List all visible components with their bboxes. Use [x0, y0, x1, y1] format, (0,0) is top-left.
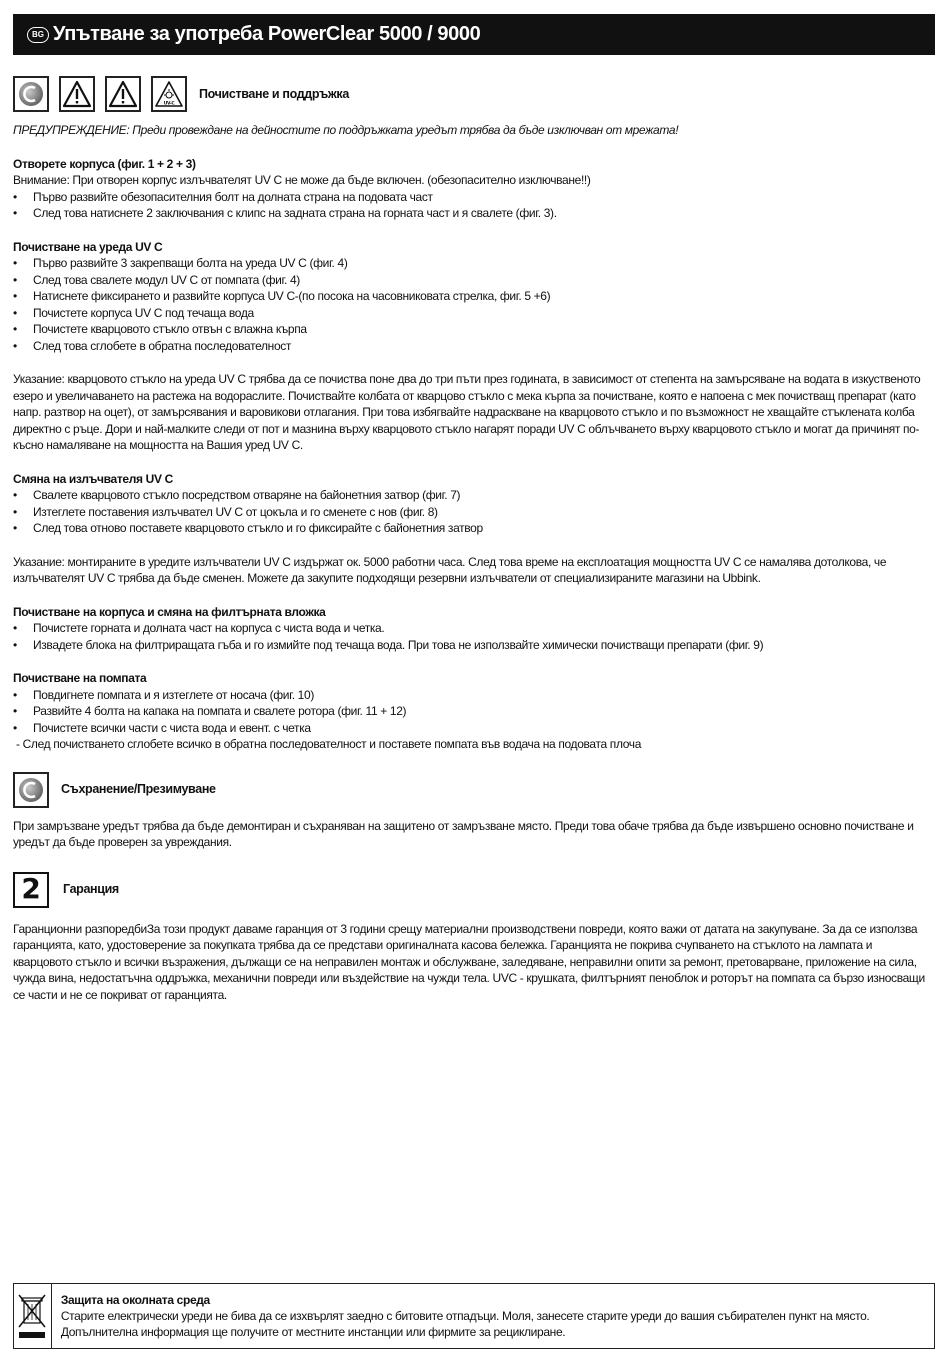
clean-pump-list [13, 687, 933, 737]
environment-text-block [52, 1284, 934, 1348]
section-clean-uvc [13, 239, 933, 355]
lamp-note: Указание: монтираните в уредите излъчватели UV C издържат ок. 5000 работни часа. След това време на експлоатация мощността UV C се намалява дотолкова, че излъчвателят UV C трябва да бъде сменен. Можете да закупите подходящи резервни излъчватели от специализираните магазини на Ubbink. [13, 554, 887, 585]
list-item: • След това свалете модул UV C от помпата (фиг. 4) [13, 272, 933, 289]
open-housing-note: Внимание: При отворен корпус излъчвателят UV C не може да бъде включен. (обезопасително изключване!!) [13, 173, 591, 187]
guarantee-text: Гаранционни разпоредбиЗа този продукт даваме гаранция от 3 години срещу материални производствени повреди, която важи от датата на закупуване. За да се използва гаранцията, като, удостоверение за покупката трябва да се представи оригиналната касова бележка. Гаранцията не покрива счупването на стъклото на лампата и кварцовото стъкло и всички възражения, дължащи се на неправилен монтаж и обслужване, заледяване, неправилни опити за ремонт, претоварване, приложение на сила, чужда вина, недостатъчна оддръжка, механични повреди или въздействие на чужди тела. UVC - крушката, филтърният пеноблок и роторът на помпата са бързо износващи се части и не се покриват от гаранцията. [13, 921, 925, 1002]
heading-clean-uvc: Почистване на уреда UV C [13, 239, 163, 254]
section-clean-pump [13, 670, 933, 753]
guarantee-number-icon: 2 [13, 872, 49, 908]
uvc-label: UV-C [163, 101, 175, 107]
section-clean-filter [13, 604, 933, 654]
storage-icon-row [13, 770, 933, 810]
clean-filter-list [13, 620, 933, 653]
maintenance-icon-row [13, 74, 933, 114]
list-item: • Почистете корпуса UV C под течаща вода [13, 305, 933, 322]
storage-text: При замръзване уредът трябва да бъде демонтиран и съхраняван на защитено от замръзване място. Преди това обаче трябва да бъде извършено основно почистване и уредът да бъде проверен за увреждания. [13, 818, 914, 849]
heading-open-housing: Отворете корпуса (фиг. 1 + 2 + 3) [13, 156, 196, 171]
warning-triangle-icon [105, 76, 141, 112]
list-item: • След това сглобете в обратна последователност [13, 338, 933, 355]
language-badge: BG [27, 27, 49, 43]
manual-icon [13, 76, 49, 112]
maintenance-warning: ПРЕДУПРЕЖДЕНИЕ: Преди провеждане на дейностите по поддръжката уредът трябва да бъде изключван от мрежата! [13, 123, 679, 137]
clean-pump-final: - След почистването сглобете всичко в обратна последователност и поставете помпата във водача на подовата плоча [13, 737, 642, 751]
heading-clean-filter: Почистване на корпуса и смяна на филтърната вложка [13, 604, 326, 619]
section-title-guarantee: Гаранция [63, 882, 119, 897]
list-item: • Изтеглете поставения излъчвател UV C от цокъла и го сменете с нов (фиг. 8) [13, 504, 933, 521]
section-open-housing [13, 156, 933, 222]
open-housing-list [13, 189, 933, 222]
list-item: • След това натиснете 2 заключвания с клипс на задната страна на горната част и я свалете (фиг. 3). [13, 205, 933, 222]
list-item: • Почистете кварцовото стъкло отвън с влажна кърпа [13, 321, 933, 338]
list-item: • Извадете блока на филтриращата гъба и го измийте под течаща вода. При това не използвайте химически почистващи препарати (фиг. 9) [13, 637, 933, 654]
page-title: Упътване за употреба PowerClear 5000 / 9000 [53, 23, 481, 45]
uvc-warning-icon [151, 76, 187, 112]
page-header [13, 14, 935, 55]
list-item: • Свалете кварцовото стъкло посредством отваряне на байонетния затвор (фиг. 7) [13, 487, 933, 504]
warning-triangle-icon [59, 76, 95, 112]
clean-uvc-list [13, 255, 933, 354]
guarantee-icon-row [13, 870, 933, 910]
list-item: • Първо развийте обезопасителния болт на долната страна на подовата част [13, 189, 933, 206]
heading-replace-uvc: Смяна на излъчвателя UV C [13, 471, 173, 486]
list-item: • Повдигнете помпата и я изтеглете от носача (фиг. 10) [13, 687, 933, 704]
list-item: • Развийте 4 болта на капака на помпата и свалете ротора (фиг. 11 + 12) [13, 703, 933, 720]
main-content [13, 74, 933, 1003]
section-title-maintenance: Почистване и поддръжка [199, 86, 349, 101]
list-item: • Първо развийте 3 закрепващи болта на уреда UV C (фиг. 4) [13, 255, 933, 272]
section-replace-uvc [13, 471, 933, 537]
crossed-bin-icon [14, 1284, 52, 1348]
environment-text: Старите електрически уреди не бива да се изхвърлят заедно с битовите отпадъци. Моля, занесете старите уреди до вашия събирателен пункт на място. Допълнителна информация ще получите от местните инстанции или фирмите за рециклиране. [60, 1309, 870, 1339]
replace-uvc-list [13, 487, 933, 537]
manual-icon [13, 772, 49, 808]
list-item: • Почистете горната и долната част на корпуса с чиста вода и четка. [13, 620, 933, 637]
section-title-storage: Съхранение/Презимуване [61, 782, 216, 797]
list-item: • Почистете всички части с чиста вода и евент. с четка [13, 720, 933, 737]
quartz-note: Указание: кварцовото стъкло на уреда UV C трябва да се почиства поне два до три пъти през годината, в зависимост от степента на замърсяване на водата в изкуственото езеро и увеличаването на растежа на водораслите. Почиствайте колбата от кварцово стъкло с мека кърпа за почистване, която е напоена с мек почистващ препарат (като напр. разтвор на оцет), от замърсявания и варовикови отлагания. При това избягвайте надраскване на кварцовото стъкло и по възможност не хващайте стъклената колба директно с ръце. Дори и най-малките следи от пот и мазнина върху кварцовото стъкло нагарят поради UV C облъчването върху кварцовото стъкло и могат да причинят по-късно намаляване на мощността на Вашия уред UV C. [13, 372, 921, 452]
list-item: • След това отново поставете кварцовото стъкло и го фиксирайте с байонетния затвор [13, 520, 933, 537]
list-item: • Натиснете фиксирането и развийте корпуса UV C-(по посока на часовниковата стрелка, фиг. 5 +6) [13, 288, 933, 305]
heading-clean-pump: Почистване на помпата [13, 671, 147, 685]
environment-title: Защита на околната среда [60, 1293, 210, 1307]
environment-box [13, 1283, 935, 1349]
